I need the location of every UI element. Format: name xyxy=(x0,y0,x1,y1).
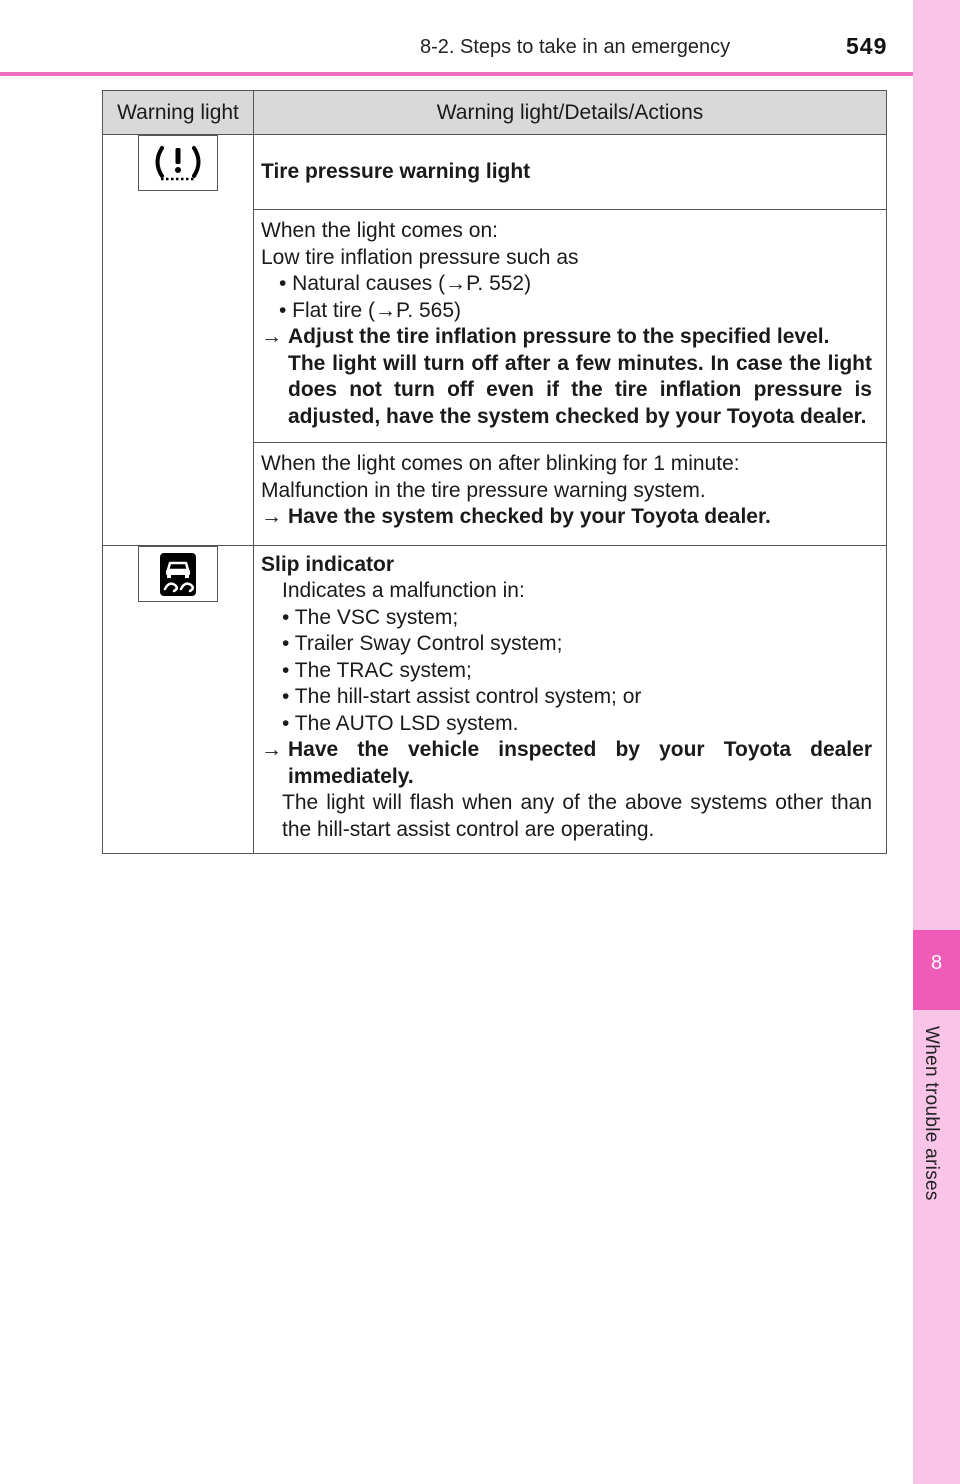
table-row xyxy=(103,135,887,210)
slip-indicator-icon xyxy=(138,546,218,602)
table-header-row xyxy=(103,91,887,135)
arrow-icon: → xyxy=(375,298,397,322)
slip-intro: Indicates a malfunction in: xyxy=(282,579,525,602)
chapter-side-tab xyxy=(913,0,960,1484)
column-header-details: Warning light/Details/Actions xyxy=(254,91,887,135)
chapter-title: When trouble arises xyxy=(921,1026,942,1201)
slip-cell xyxy=(254,545,887,854)
slip-note: The light will flash when any of the above systems other than the hill-start assist control are operating. xyxy=(282,791,872,841)
tire-blink-line2: Malfunction in the tire pressure warning system. xyxy=(261,478,706,502)
section-title: 8-2. Steps to take in an emergency xyxy=(420,36,731,58)
tire-bullet-natural: • Natural causes (→P. 552) xyxy=(279,272,532,295)
list-item: • The hill-start assist control system; or xyxy=(282,685,642,708)
slip-action: → Have the vehicle inspected by your Toyota dealer immediately. xyxy=(261,738,872,788)
slip-indicator-title: Slip indicator xyxy=(261,552,395,576)
list-item: • The TRAC system; xyxy=(282,658,472,682)
list-item: • The VSC system; xyxy=(282,605,459,629)
tire-blink-action: → Have the system checked by your Toyota dealer. xyxy=(261,504,872,531)
arrow-icon: → xyxy=(261,325,282,348)
list-item: • Trailer Sway Control system; xyxy=(282,632,563,655)
tire-on-cell xyxy=(254,210,887,443)
arrow-icon: → xyxy=(261,738,282,761)
tire-on-line1: When the light comes on: xyxy=(261,219,498,242)
tire-bullet-flat: • Flat tire (→P. 565) xyxy=(279,298,462,322)
slip-icon-cell xyxy=(103,545,254,854)
arrow-icon: → xyxy=(445,272,467,295)
warning-light-table xyxy=(102,90,887,854)
tire-pressure-warning-icon xyxy=(138,135,218,191)
tire-icon-cell xyxy=(103,135,254,546)
tire-on-line2: Low tire inflation pressure such as xyxy=(261,245,579,269)
arrow-icon: → xyxy=(261,505,282,528)
tire-blink-cell xyxy=(254,443,887,546)
chapter-number: 8 xyxy=(930,952,943,974)
list-item: • The AUTO LSD system. xyxy=(282,711,519,735)
tire-warning-title: Tire pressure warning light xyxy=(261,160,531,183)
tire-title-cell xyxy=(254,135,887,210)
page-number: 549 xyxy=(846,33,888,59)
column-header-warning-light: Warning light xyxy=(103,91,254,135)
tire-action: → Adjust the tire inflation pressure to the specified level. The light will turn off after a few minutes. In case the light does not turn off even if the tire inflation pressure is adjusted, have the system checked by your Toyota dealer. xyxy=(261,324,872,430)
header-rule xyxy=(0,72,913,76)
tire-action-note: The light will turn off after a few minutes. In case the light does not turn off even if the tire inflation pressure is adjusted, have the system checked by your Toyota dealer. xyxy=(288,351,872,428)
table-row xyxy=(103,545,887,854)
tire-blink-line1: When the light comes on after blinking for 1 minute: xyxy=(261,452,740,475)
slip-items xyxy=(261,605,872,738)
